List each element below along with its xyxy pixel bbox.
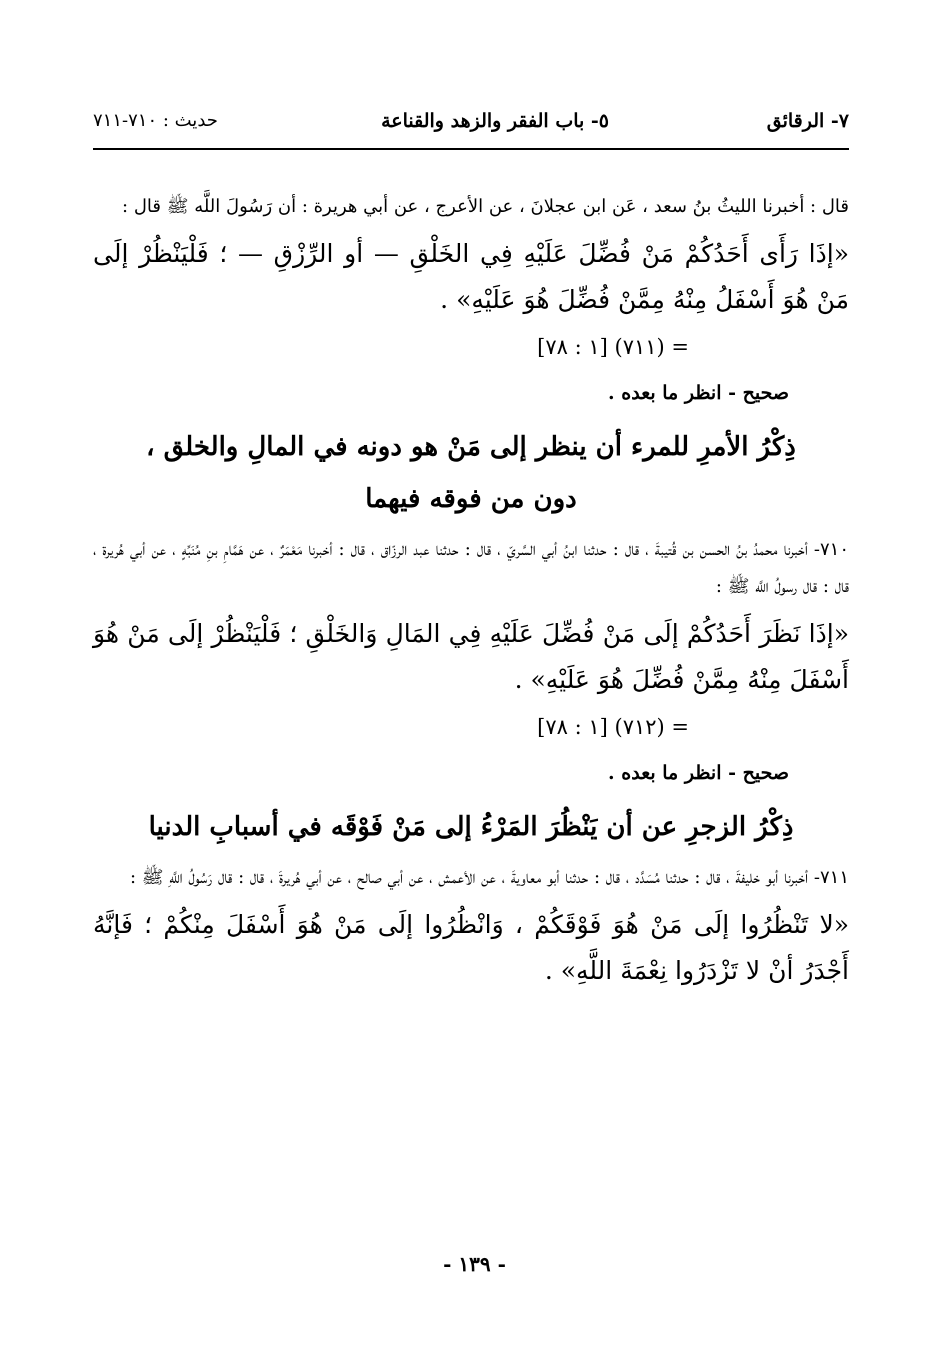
header-hadith-range: حديث : ٧١٠-٧١١ (93, 110, 218, 131)
grading-note: صحيح - انظر ما بعده . (608, 382, 789, 404)
header-book-title: ٧- الرقائق (766, 110, 849, 132)
cross-reference: = (٧١٢) [١ : ٧٨] (537, 715, 689, 739)
hadith-text: «لا تَنْظُرُوا إلَى مَنْ هُوَ فَوْقَكُمْ ، وَانْظُرُوا إلَى مَنْ هُوَ أَسْفَلَ مِنْكُمْ ؛ فَإنَّهُ أَجْدَرُ أنْ لا تَزْدَرُوا نِعْمَةَ اللَّهِ» . (93, 910, 849, 985)
cross-reference: = (٧١١) [١ : ٧٨] (537, 335, 689, 359)
hadith-number: ٧١١- (813, 867, 849, 888)
narration-text (93, 531, 849, 605)
running-header (93, 104, 849, 150)
narration-chain: أخبرنا محمدُ بنُ الحسن بن قُتيبةَ ، قال : حدثنا ابنُ أبي السَّريّ ، قال : حدثنا عبد الرزّاق ، قال : أخبرنا مَعْمَرٌ ، عن هَمَّامِ بنِ مُنَبِّهٍ ، عن أبي هُريرة ، قال : قال رسولُ اللَّه ﷺ : (93, 539, 849, 597)
page-number: - ١٣٩ - (443, 1252, 506, 1276)
hadith-text: «إذَا نَظَرَ أَحَدُكُمْ إلَى مَنْ فُضِّلَ عَلَيْهِ فِي المَالِ وَالخَلْقِ ؛ فَلْيَنْظُرْ إلَى مَنْ هُوَ أَسْفَلَ مِنْهُ مِمَّنْ فُضِّلَ هُوَ عَلَيْهِ» . (93, 619, 849, 694)
narration-text (93, 859, 849, 896)
hadith-number: ٧١٠- (813, 539, 849, 560)
page-body (93, 188, 849, 994)
chapter-heading: ذِكْرُ الزجرِ عن أن يَنْظُرَ المَرْءُ إلى مَنْ فَوْقَه في أسبابِ الدنيا (148, 812, 794, 842)
hadith-text: «إذَا رَأَى أَحَدُكُمْ مَنْ فُضِّلَ عَلَيْهِ فِي الخَلْقِ — أو الرِّزْقِ — ؛ فَلْيَنْظُرْ إلَى مَنْ هُوَ أَسْفَلُ مِنْهُ مِمَّنْ فُضِّلَ هُوَ عَلَيْهِ» . (93, 239, 849, 314)
chapter-heading: ذِكْرُ الأمرِ للمرء أن ينظر إلى مَنْ هو دونه في المالِ والخلق ، دون من فوقه فيهما (146, 432, 796, 514)
grading-note: صحيح - انظر ما بعده . (608, 762, 789, 784)
header-chapter-title: ٥- باب الفقر والزهد والقناعة (381, 110, 609, 132)
narration-chain: أخبرنا أبو خليفةَ ، قال : حدثنا مُسَدَّد ، قال : حدثنا أبو معاويةَ ، عن الأعمش ، عن أبي صالح ، عن أبي هُريرةَ ، قال : قال رَسُولُ اللَّهِ ﷺ : (129, 867, 809, 888)
narration-text: قال : أخبرنا الليثُ بنُ سعد ، عَن ابن عجلانَ ، عن الأعرج ، عن أبي هريرة : أن رَسُولَ اللَّه ﷺ قال : (122, 196, 849, 217)
